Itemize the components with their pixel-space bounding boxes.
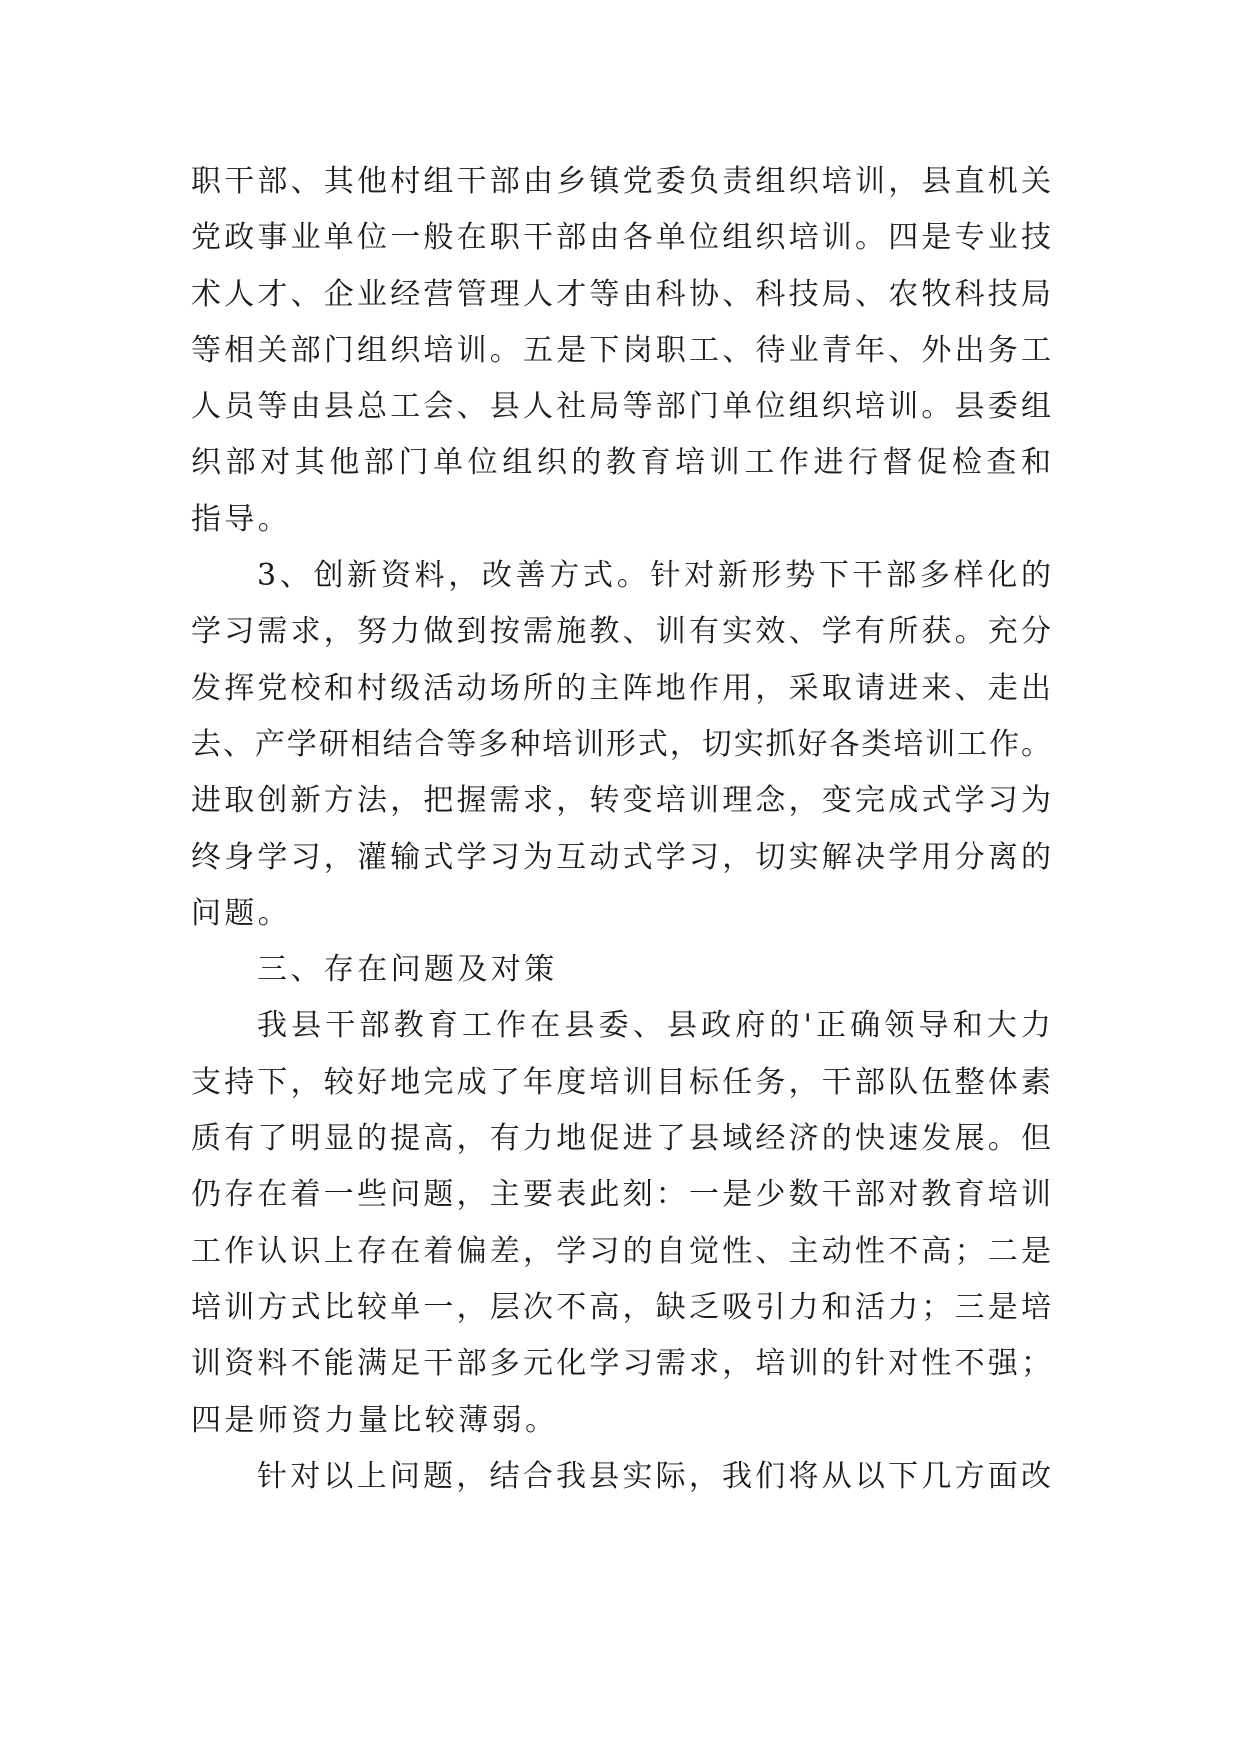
paragraph-first-line: 我县干部教育工作在县委、县政府的'正确领导和大力 bbox=[257, 1008, 1051, 1044]
text-line: 训资料不能满足干部多元化学习需求，培训的针对性不强； bbox=[191, 1346, 1051, 1382]
paragraph-first-line: 针对以上问题，结合我县实际，我们将从以下几方面改 bbox=[257, 1458, 1051, 1494]
section-heading: 三、存在问题及对策 bbox=[257, 952, 558, 988]
text-line: 学习需求，努力做到按需施教、训有实效、学有所获。充分 bbox=[191, 614, 1051, 650]
text-line: 终身学习，灌输式学习为互动式学习，切实解决学用分离的 bbox=[191, 839, 1051, 875]
text-line: 进取创新方法，把握需求，转变培训理念，变完成式学习为 bbox=[191, 783, 1051, 819]
text-line: 职干部、其他村组干部由乡镇党委负责组织培训，县直机关 bbox=[191, 164, 1051, 199]
text-line: 支持下，较好地完成了年度培训目标任务，干部队伍整体素 bbox=[191, 1064, 1051, 1100]
text-line: 党政事业单位一般在职干部由各单位组织培训。四是专业技 bbox=[191, 220, 1051, 256]
text-line: 织部对其他部门单位组织的教育培训工作进行督促检查和 bbox=[191, 445, 1051, 481]
text-line: 培训方式比较单一，层次不高，缺乏吸引力和活力；三是培 bbox=[191, 1289, 1051, 1325]
text-line: 去、产学研相结合等多种培训形式，切实抓好各类培训工作。 bbox=[191, 726, 1051, 762]
text-line: 质有了明显的提高，有力地促进了县域经济的快速发展。但 bbox=[191, 1121, 1051, 1157]
text-line: 指导。 bbox=[191, 501, 292, 537]
document-body bbox=[191, 154, 1051, 1505]
text-line: 术人才、企业经营管理人才等由科协、科技局、农牧科技局 bbox=[191, 276, 1051, 312]
text-line: 发挥党校和村级活动场所的主阵地作用，采取请进来、走出 bbox=[191, 670, 1051, 706]
text-line: 四是师资力量比较薄弱。 bbox=[191, 1402, 559, 1438]
text-line: 人员等由县总工会、县人社局等部门单位组织培训。县委组 bbox=[191, 389, 1051, 425]
text-line: 仍存在着一些问题，主要表此刻：一是少数干部对教育培训 bbox=[191, 1177, 1051, 1213]
text-line: 工作认识上存在着偏差，学习的自觉性、主动性不高；二是 bbox=[191, 1233, 1051, 1269]
paragraph-first-line: 3、创新资料，改善方式。针对新形势下干部多样化的 bbox=[257, 558, 1051, 594]
text-line: 问题。 bbox=[191, 895, 292, 931]
text-line: 等相关部门组织培训。五是下岗职工、待业青年、外出务工 bbox=[191, 332, 1051, 368]
